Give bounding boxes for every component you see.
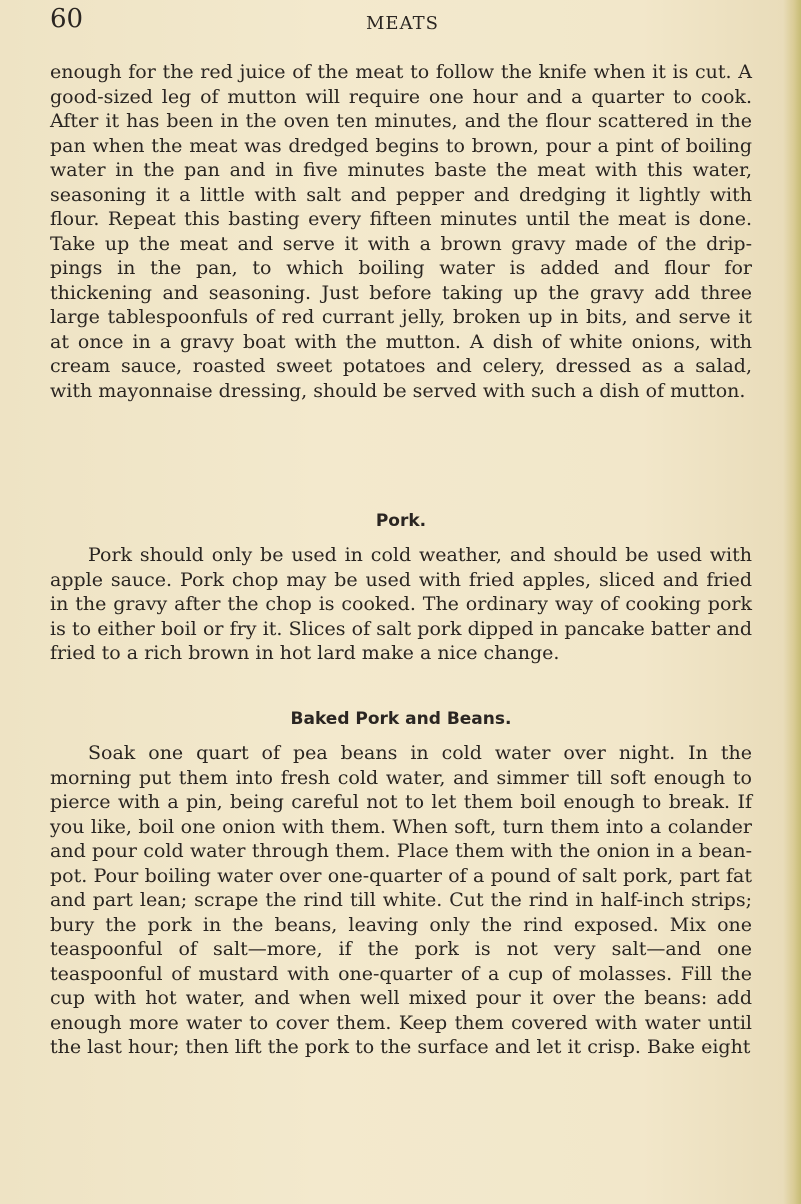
pork-paragraph: Pork should only be used in cold weather, and should be used with apple sauce. Pork chop may be used with fried apples, sliced and fried in the gravy after the chop is cooked. The ordinary way of cooking pork is to either boil or fry it. Slices of salt pork dipped in pancake batter and fried to a rich brown in hot lard make a nice change. xyxy=(50,544,752,664)
page-edge-shadow xyxy=(783,0,801,1204)
pork-heading: Pork. xyxy=(375,511,427,531)
baked-pork-beans-heading: Baked Pork and Beans. xyxy=(290,709,512,729)
page-number: 60 xyxy=(50,4,84,34)
baked-pork-beans-paragraph: Soak one quart of pea beans in cold water over night. In the morning put them into fresh cold water, and simmer till soft enough to pierce with a pin, being careful not to let them boil enough to break. If you like, boil one onion with them. When soft, turn them into a colander and pour cold water through them. Place them with the onion in a bean-pot. Pour boiling water over one-quarter of a pound of salt pork, part fat and part lean; scrape the rind till white. Cut the rind in half-inch strips; bury the pork in the beans, leaving only the rind exposed. Mix one teaspoonful of salt—more, if the pork is not very salt—and one teaspoonful of mustard with one-quarter of a cup of molasses. Fill the cup with hot water, and when well mixed pour it over the beans: add enough more water to cover them. Keep them covered with water until the last hour; then lift the pork to the surface and let it crisp. Bake eight xyxy=(50,742,752,1058)
mutton-paragraph: enough for the red juice of the meat to follow the knife when it is cut. A good-sized leg of mutton will require one hour and a quarter to cook. After it has been in the oven ten minutes, and the flour scattered in the pan when the meat was dredged begins to brown, pour a pint of boiling water in the pan and in five minutes baste the meat with this water, seasoning it a little with salt and pepper and dredging it lightly with flour. Repeat this basting every fifteen minutes until the meat is done. Take up the meat and serve it with a brown gravy made of the drip-pings in the pan, to which boiling water is added and flour for thickening and seasoning. Just before taking up the gravy add three large tablespoonfuls of red currant jelly, broken up in bits, and serve it at once in a gravy boat with the mutton. A dish of white onions, with cream sauce, roasted sweet potatoes and celery, dressed as a salad, with mayonnaise dressing, should be served with such a dish of mutton. xyxy=(50,61,752,402)
running-head: MEATS xyxy=(366,13,439,34)
